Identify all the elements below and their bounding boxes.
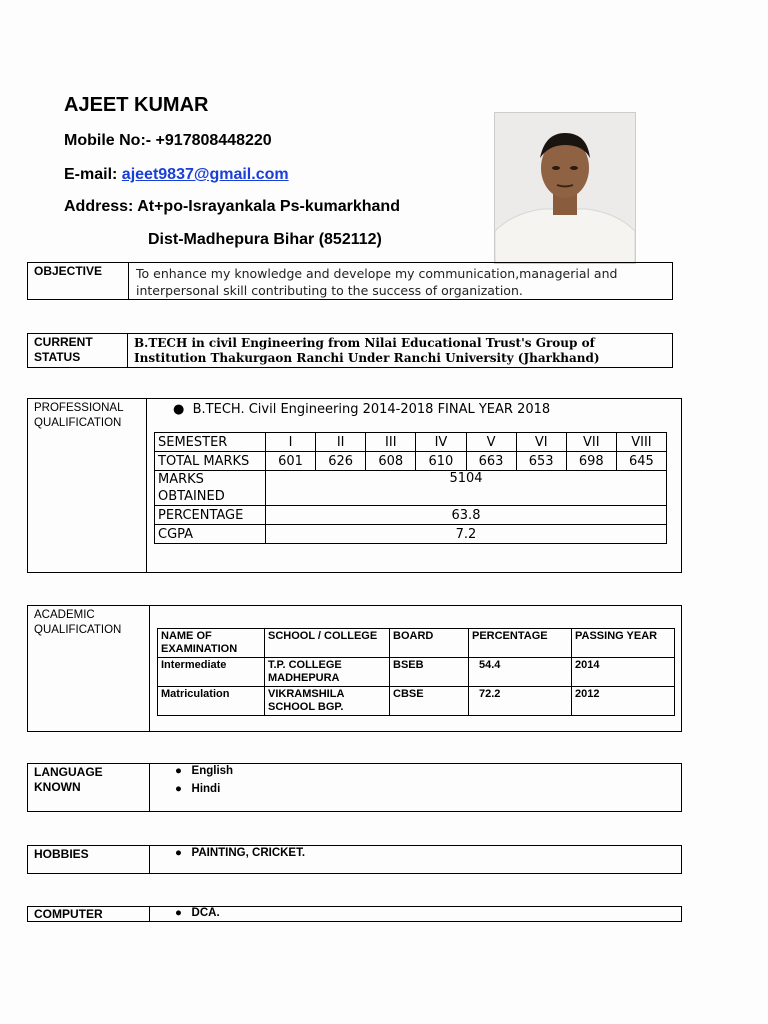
table-row <box>158 629 675 658</box>
table-cell: 2012 <box>572 687 675 716</box>
table-header: NAME OF EXAMINATION <box>158 629 265 658</box>
mobile-line <box>64 132 272 150</box>
academic-table <box>157 628 675 716</box>
table-cell: BSEB <box>390 658 469 687</box>
hobby-item: PAINTING, CRICKET. <box>191 847 306 859</box>
table-row <box>158 687 675 716</box>
bullet-icon: ● <box>175 847 192 859</box>
semester-cell: VII <box>566 433 616 452</box>
computer-section <box>27 906 682 922</box>
cgpa-value: 7.2 <box>266 525 667 544</box>
mobile-label: Mobile No:- <box>64 132 156 149</box>
table-header: PASSING YEAR <box>572 629 675 658</box>
total-marks-cell: 645 <box>616 452 666 471</box>
total-marks-cell: 626 <box>316 452 366 471</box>
semester-cell: V <box>466 433 516 452</box>
semester-cell: VI <box>516 433 566 452</box>
table-row <box>155 506 667 525</box>
table-row <box>158 658 675 687</box>
table-cell: 54.4 <box>469 658 572 687</box>
computer-item: DCA. <box>191 907 220 919</box>
percentage-label: PERCENTAGE <box>155 506 266 525</box>
computer-label: COMPUTER <box>34 907 103 921</box>
list-item <box>175 783 220 795</box>
bullet-icon: ● <box>173 402 193 417</box>
semester-cell: II <box>316 433 366 452</box>
total-marks-cell: 608 <box>366 452 416 471</box>
table-cell: Matriculation <box>158 687 265 716</box>
table-row <box>155 525 667 544</box>
semester-cell: III <box>366 433 416 452</box>
language-label: LANGUAGE KNOWN <box>34 765 103 794</box>
profile-photo <box>494 112 636 264</box>
candidate-name: AJEET KUMAR <box>64 94 209 116</box>
marks-table <box>154 432 667 544</box>
professional-section <box>27 398 682 573</box>
total-marks-cell: 610 <box>416 452 466 471</box>
mobile-number: +917808448220 <box>155 132 272 149</box>
language-item: Hindi <box>191 783 221 795</box>
marks-obtained-value: 5104 <box>266 471 667 506</box>
table-row <box>155 433 667 452</box>
bullet-icon: ● <box>175 907 192 919</box>
total-marks-cell: 663 <box>466 452 516 471</box>
table-cell: Intermediate <box>158 658 265 687</box>
total-marks-label: TOTAL MARKS <box>155 452 266 471</box>
table-cell: CBSE <box>390 687 469 716</box>
current-status-section <box>27 333 673 368</box>
semester-label: SEMESTER <box>155 433 266 452</box>
language-item: English <box>191 765 234 777</box>
table-header: BOARD <box>390 629 469 658</box>
total-marks-cell: 653 <box>516 452 566 471</box>
list-item <box>175 907 220 919</box>
address-line-1: Address: At+po-Israyankala Ps-kumarkhand <box>64 198 400 215</box>
hobbies-section <box>27 845 682 874</box>
table-cell: 72.2 <box>469 687 572 716</box>
address-line-2: Dist-Madhepura Bihar (852112) <box>148 231 382 248</box>
table-cell: VIKRAMSHILA SCHOOL BGP. <box>265 687 390 716</box>
language-section <box>27 763 682 812</box>
objective-section <box>27 262 673 300</box>
email-link[interactable]: ajeet9837@gmail.com <box>121 166 289 183</box>
professional-title-item <box>173 402 550 417</box>
bullet-icon: ● <box>175 783 192 795</box>
bullet-icon: ● <box>175 765 192 777</box>
cgpa-label: CGPA <box>155 525 266 544</box>
email-line <box>64 166 289 184</box>
total-marks-cell: 601 <box>266 452 316 471</box>
table-row <box>155 452 667 471</box>
list-item <box>175 847 305 859</box>
semester-cell: IV <box>416 433 466 452</box>
list-item <box>175 765 233 777</box>
academic-label: ACADEMIC QUALIFICATION <box>34 609 122 636</box>
current-status-text: B.TECH in civil Engineering from Nilai Educational Trust's Group of Institution Thakurgaon Ranchi Under Ranchi University (Jharkhand) <box>134 336 600 365</box>
professional-title: B.TECH. Civil Engineering 2014-2018 FINAL YEAR 2018 <box>192 402 551 417</box>
semester-cell: I <box>266 433 316 452</box>
academic-section <box>27 605 682 732</box>
marks-obtained-label: MARKS OBTAINED <box>155 471 266 506</box>
objective-label: OBJECTIVE <box>34 264 103 278</box>
hobbies-label: HOBBIES <box>34 847 89 861</box>
email-label: E-mail: <box>64 166 122 183</box>
table-row <box>155 471 667 506</box>
professional-label: PROFESSIONAL QUALIFICATION <box>34 402 124 429</box>
objective-text: To enhance my knowledge and develope my communication,managerial and interpersonal skill contributing to the success of organization. <box>136 266 618 298</box>
table-header: PERCENTAGE <box>469 629 572 658</box>
total-marks-cell: 698 <box>566 452 616 471</box>
table-cell: T.P. COLLEGE MADHEPURA <box>265 658 390 687</box>
percentage-value: 63.8 <box>266 506 667 525</box>
table-cell: 2014 <box>572 658 675 687</box>
semester-cell: VIII <box>616 433 666 452</box>
table-header: SCHOOL / COLLEGE <box>265 629 390 658</box>
current-status-label: CURRENT STATUS <box>34 335 93 364</box>
